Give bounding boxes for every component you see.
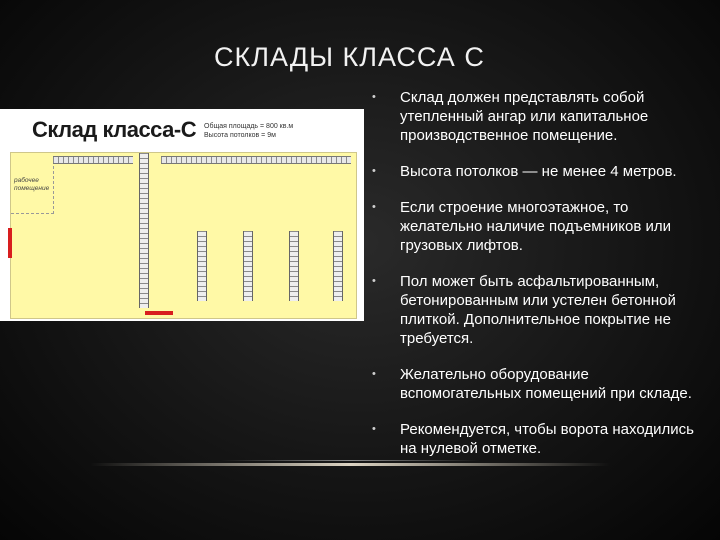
bullet-text: Рекомендуется, чтобы ворота находились на нулевой отметке. bbox=[400, 421, 694, 457]
rack-column bbox=[243, 231, 253, 301]
office-label-line2: помещение bbox=[14, 185, 50, 192]
plan-info bbox=[204, 122, 334, 140]
bullet-item bbox=[372, 420, 712, 458]
decorative-glow-line-highlight bbox=[220, 460, 480, 461]
office-label bbox=[14, 177, 52, 193]
bullet-dot: • bbox=[372, 275, 376, 287]
rack-column bbox=[139, 153, 149, 308]
warehouse-floor bbox=[10, 152, 357, 319]
decorative-glow-line bbox=[90, 463, 610, 466]
bullet-dot: • bbox=[372, 165, 376, 177]
rack-column bbox=[289, 231, 299, 301]
plan-info-height: Высота потолков = 9м bbox=[204, 132, 276, 139]
rack-row bbox=[161, 156, 351, 164]
plan-title: Склад класса-С bbox=[32, 117, 197, 142]
bullet-item bbox=[372, 365, 712, 403]
bullet-text: Склад должен представлять собой утепленный ангар или капитальное производственное помещение. bbox=[400, 89, 649, 144]
bullet-item bbox=[372, 198, 712, 255]
bullet-text: Желательно оборудование вспомогательных помещений при складе. bbox=[400, 366, 692, 402]
bullet-dot: • bbox=[372, 368, 376, 380]
plan-info-area: Общая площадь = 800 кв.м bbox=[204, 123, 294, 130]
slide-title: СКЛАДЫ КЛАССА С bbox=[214, 42, 485, 72]
bullet-dot: • bbox=[372, 201, 376, 213]
office-label-line1: рабочее bbox=[14, 177, 39, 184]
bullet-text: Пол может быть асфальтированным, бетонированным или устелен бетонной плиткой. Дополнительное покрытие не требуется. bbox=[400, 273, 676, 347]
warehouse-plan-image bbox=[0, 109, 364, 321]
rack-column bbox=[197, 231, 207, 301]
bullet-item bbox=[372, 162, 712, 181]
bullet-list bbox=[372, 88, 712, 475]
side-gate-marker bbox=[8, 228, 12, 258]
bullet-item bbox=[372, 88, 712, 145]
bullet-dot: • bbox=[372, 423, 376, 435]
rack-column bbox=[333, 231, 343, 301]
bullet-dot: • bbox=[372, 91, 376, 103]
bullet-text: Если строение многоэтажное, то желательно наличие подъемников или грузовых лифтов. bbox=[400, 199, 671, 254]
front-gate-marker bbox=[145, 311, 173, 315]
rack-row bbox=[53, 156, 133, 164]
office-room bbox=[11, 161, 54, 214]
bullet-item bbox=[372, 272, 712, 348]
bullet-text: Высота потолков — не менее 4 метров. bbox=[400, 163, 677, 180]
